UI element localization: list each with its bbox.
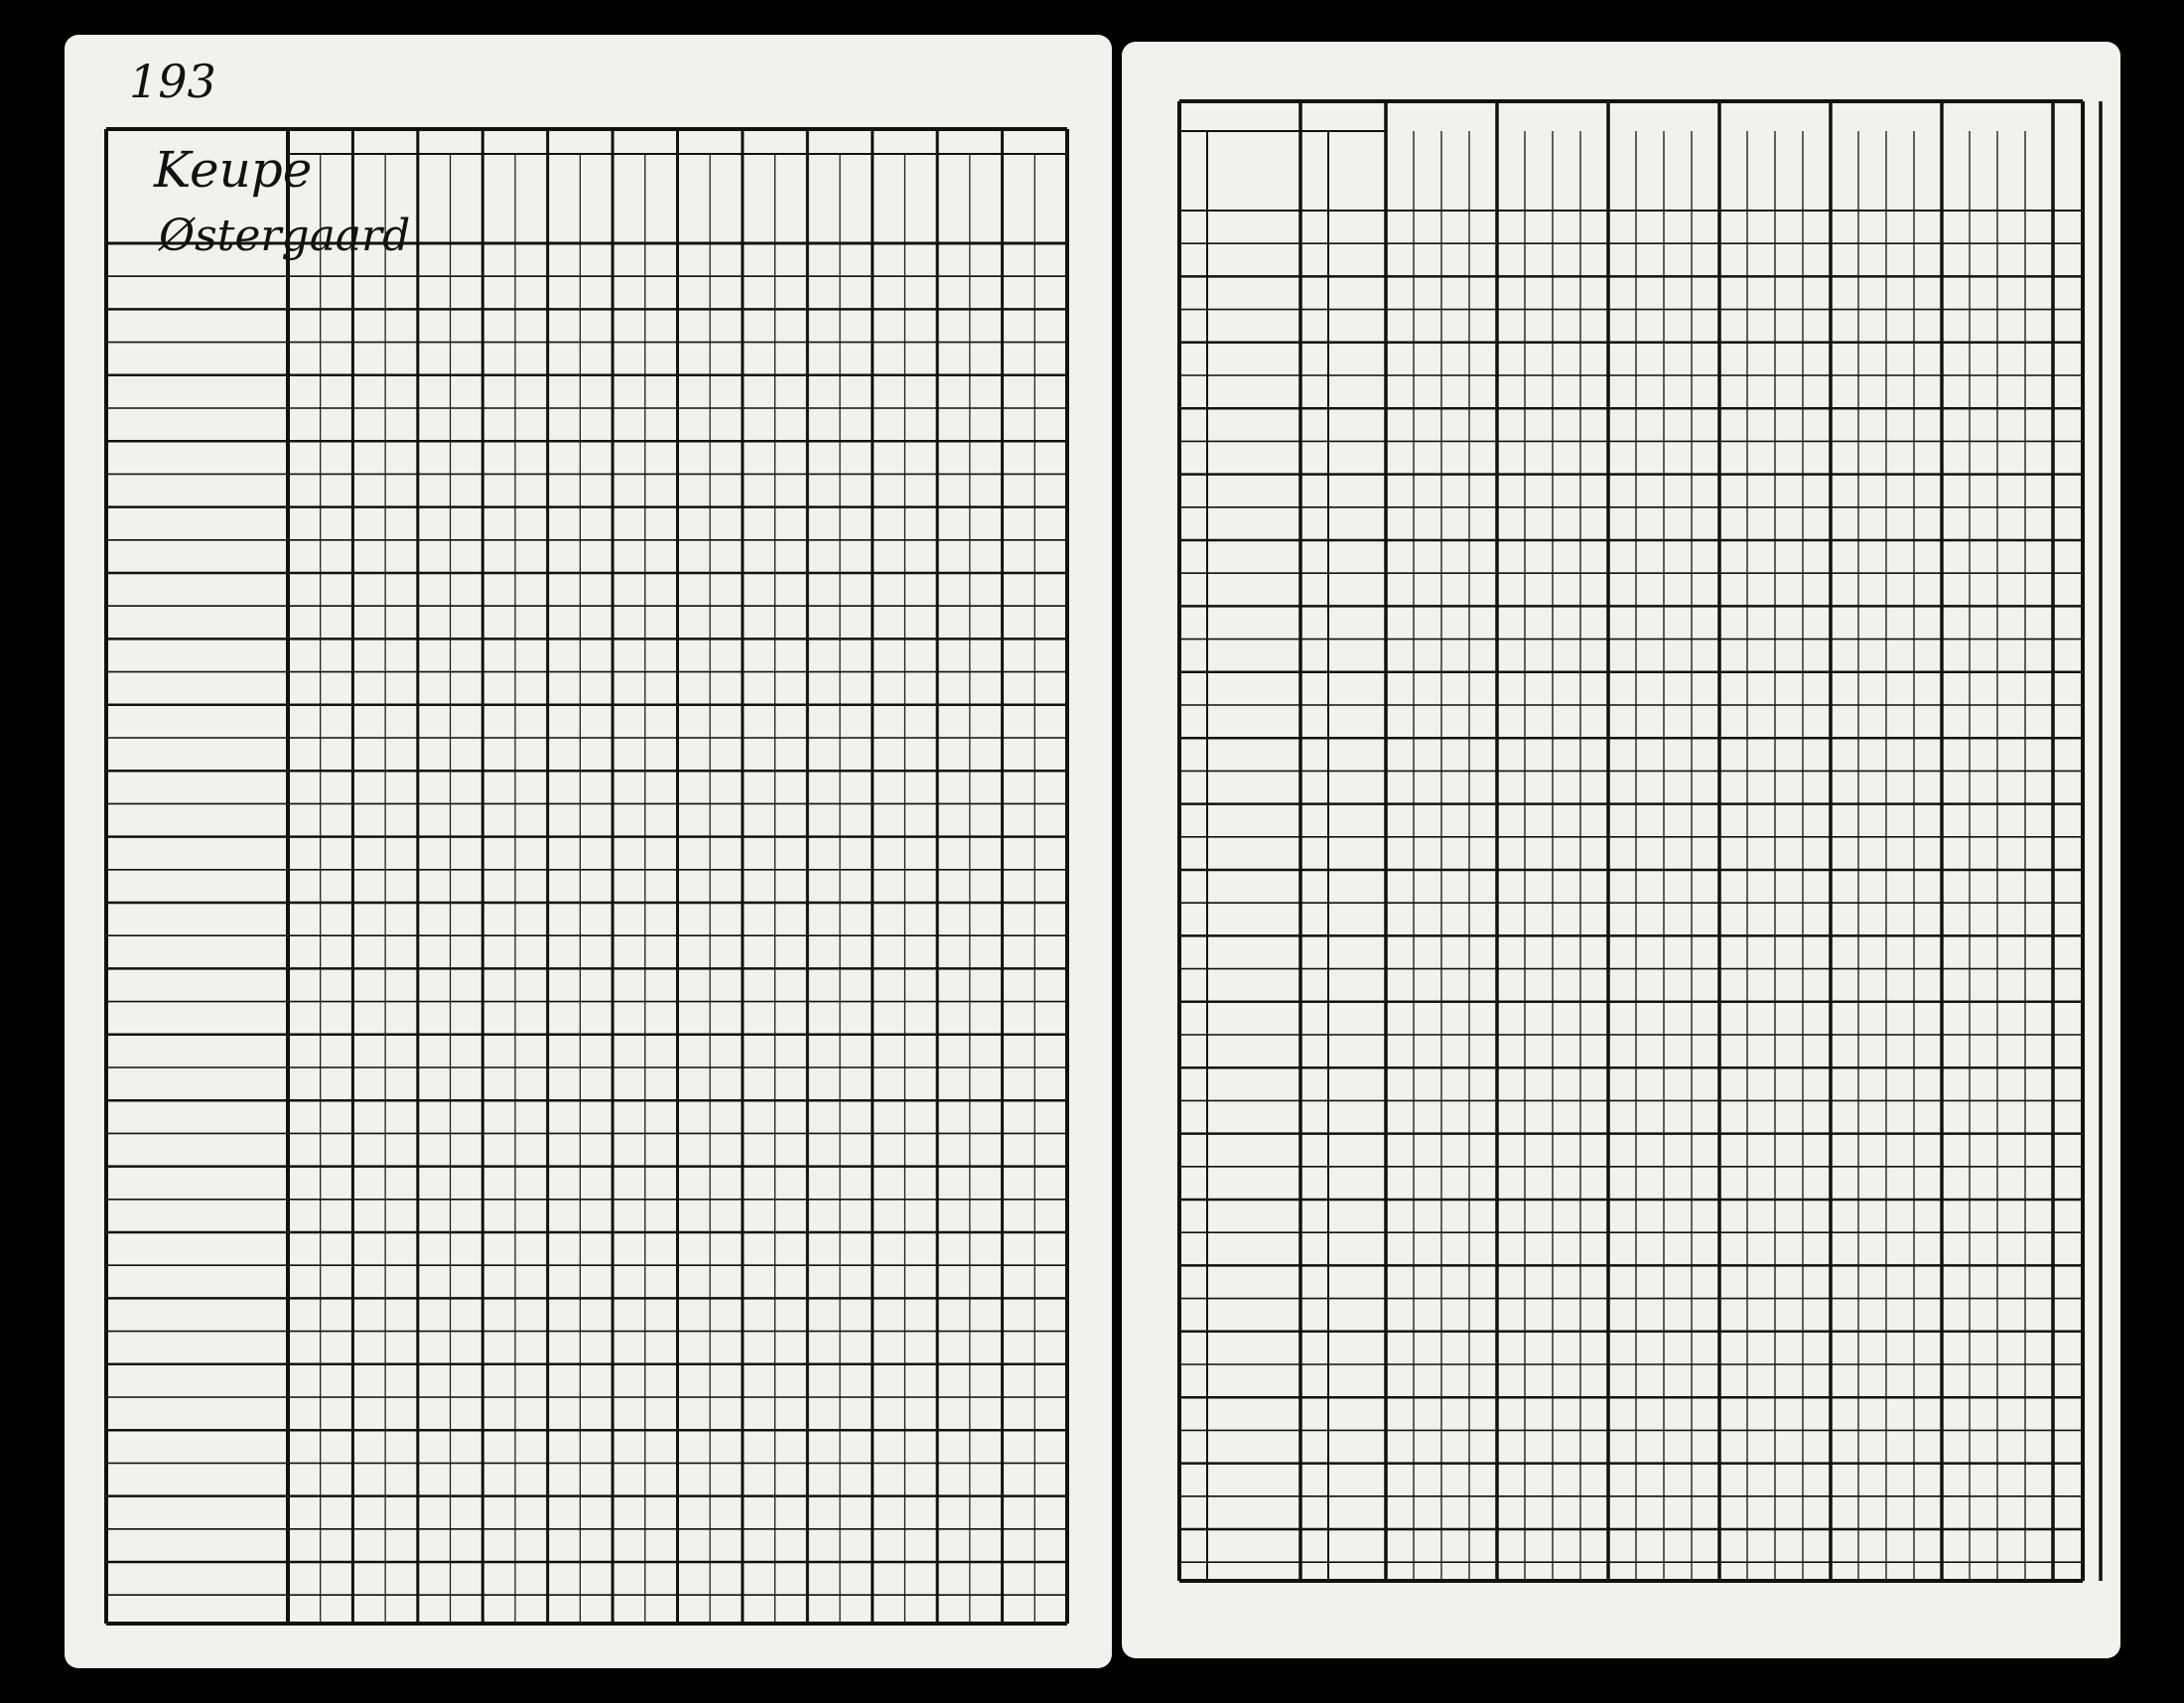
catechism-mark	[1011, 416, 1063, 440]
person-name	[112, 581, 284, 605]
catechism-mark	[686, 515, 739, 539]
catechism-mark	[881, 449, 933, 473]
catechism-mark	[556, 351, 609, 374]
catechism-mark	[815, 251, 868, 275]
obiit-day	[1302, 527, 1328, 549]
person-name	[112, 646, 284, 670]
catechism-mark	[945, 449, 998, 473]
catechism-mark	[751, 416, 803, 440]
catechism-mark	[881, 581, 933, 605]
catechism-mark	[751, 482, 803, 505]
obiit-year	[1332, 296, 1388, 318]
natus-day	[1181, 230, 1207, 252]
natus-year	[1211, 395, 1300, 417]
catechism-mark	[945, 680, 998, 704]
obiit-day	[1302, 263, 1328, 285]
catechism-mark	[620, 581, 673, 605]
column-header-sub	[422, 158, 478, 239]
catechism-mark	[815, 482, 868, 505]
catechism-mark	[751, 251, 803, 275]
catechism-mark	[1011, 449, 1063, 473]
catechism-mark	[556, 646, 609, 670]
natus-year	[1211, 560, 1300, 582]
catechism-mark	[556, 515, 609, 539]
catechism-mark	[945, 548, 998, 572]
catechism-mark	[686, 416, 739, 440]
catechism-mark	[620, 416, 673, 440]
catechism-mark	[296, 548, 348, 572]
obiit-day	[1302, 296, 1328, 318]
catechism-mark	[815, 416, 868, 440]
catechism-mark	[426, 646, 478, 670]
left-page-number: 193	[129, 55, 216, 108]
natus-day	[1181, 659, 1207, 681]
natus-day	[1181, 495, 1207, 516]
obiit-year	[1332, 230, 1388, 252]
column-header-sub	[486, 158, 543, 239]
obiit-year	[1332, 461, 1388, 483]
obiit-day	[1302, 395, 1328, 417]
catechism-mark	[945, 646, 998, 670]
natus-day	[1181, 296, 1207, 318]
catechism-mark	[556, 317, 609, 341]
catechism-mark	[945, 581, 998, 605]
catechism-mark	[360, 614, 413, 638]
catechism-mark	[296, 614, 348, 638]
person-name	[112, 614, 284, 638]
catechism-mark	[815, 515, 868, 539]
catechism-mark	[296, 383, 348, 407]
catechism-mark	[881, 515, 933, 539]
catechism-mark	[881, 251, 933, 275]
catechism-mark	[490, 581, 543, 605]
obiit-year	[1332, 395, 1388, 417]
catechism-mark	[360, 416, 413, 440]
catechism-mark	[686, 449, 739, 473]
column-header-sub	[747, 158, 803, 239]
catechism-mark	[815, 284, 868, 308]
catechism-mark	[686, 284, 739, 308]
catechism-mark	[296, 351, 348, 374]
person-name	[112, 416, 284, 440]
catechism-mark	[490, 482, 543, 505]
obiit-year	[1332, 560, 1388, 582]
obiit-day	[1302, 461, 1328, 483]
catechism-mark	[490, 251, 543, 275]
person-name	[112, 449, 284, 473]
left-ruled-grid	[65, 35, 1112, 1668]
catechism-mark	[620, 251, 673, 275]
catechism-mark	[490, 548, 543, 572]
natus-year	[1211, 230, 1300, 252]
catechism-mark	[490, 317, 543, 341]
catechism-mark	[1011, 251, 1063, 275]
natus-day	[1181, 362, 1207, 384]
catechism-mark	[360, 680, 413, 704]
catechism-mark	[360, 317, 413, 341]
catechism-mark	[751, 515, 803, 539]
natus-year	[1211, 330, 1300, 352]
catechism-mark	[556, 548, 609, 572]
natus-year	[1211, 527, 1300, 549]
catechism-mark	[556, 614, 609, 638]
catechism-mark	[296, 680, 348, 704]
natus-year	[1211, 428, 1300, 450]
catechism-mark	[296, 284, 348, 308]
obiit-day	[1302, 626, 1328, 647]
farm-title: Keupe	[154, 141, 313, 199]
catechism-mark	[360, 351, 413, 374]
catechism-mark	[751, 581, 803, 605]
catechism-mark	[296, 251, 348, 275]
catechism-mark	[490, 449, 543, 473]
catechism-mark	[945, 614, 998, 638]
catechism-mark	[881, 482, 933, 505]
catechism-mark	[881, 284, 933, 308]
catechism-mark	[686, 646, 739, 670]
obiit-day	[1302, 230, 1328, 252]
catechism-mark	[751, 351, 803, 374]
catechism-mark	[426, 351, 478, 374]
catechism-mark	[751, 548, 803, 572]
catechism-mark	[296, 317, 348, 341]
column-header-sub	[356, 158, 413, 239]
obiit-year	[1332, 362, 1388, 384]
catechism-mark	[1011, 680, 1063, 704]
obiit-year	[1332, 659, 1388, 681]
natus-year	[1211, 659, 1300, 681]
farm-subtitle: Østergaard	[159, 211, 411, 261]
person-name	[112, 482, 284, 505]
catechism-mark	[490, 646, 543, 670]
catechism-mark	[686, 680, 739, 704]
catechism-mark	[1011, 383, 1063, 407]
catechism-mark	[881, 614, 933, 638]
catechism-mark	[945, 251, 998, 275]
column-header-sub	[1007, 158, 1063, 239]
natus-year	[1211, 263, 1300, 285]
obiit-year	[1332, 626, 1388, 647]
person-name	[112, 548, 284, 572]
catechism-mark	[1011, 548, 1063, 572]
catechism-mark	[426, 581, 478, 605]
catechism-mark	[296, 515, 348, 539]
catechism-mark	[360, 284, 413, 308]
natus-day	[1181, 395, 1207, 417]
catechism-mark	[620, 548, 673, 572]
catechism-mark	[556, 449, 609, 473]
person-name	[112, 251, 284, 275]
catechism-mark	[815, 351, 868, 374]
catechism-mark	[945, 351, 998, 374]
catechism-mark	[751, 317, 803, 341]
catechism-mark	[426, 284, 478, 308]
catechism-mark	[426, 515, 478, 539]
catechism-mark	[360, 449, 413, 473]
catechism-mark	[881, 383, 933, 407]
catechism-mark	[686, 614, 739, 638]
catechism-mark	[556, 416, 609, 440]
catechism-mark	[620, 449, 673, 473]
catechism-mark	[686, 581, 739, 605]
catechism-mark	[556, 284, 609, 308]
catechism-mark	[1011, 614, 1063, 638]
natus-year	[1211, 296, 1300, 318]
natus-year	[1211, 461, 1300, 483]
catechism-mark	[620, 383, 673, 407]
obiit-day	[1302, 659, 1328, 681]
catechism-mark	[426, 449, 478, 473]
natus-year	[1211, 362, 1300, 384]
person-name	[112, 383, 284, 407]
catechism-mark	[620, 482, 673, 505]
catechism-mark	[360, 383, 413, 407]
catechism-mark	[556, 581, 609, 605]
catechism-mark	[1011, 646, 1063, 670]
catechism-mark	[1011, 581, 1063, 605]
catechism-mark	[556, 251, 609, 275]
catechism-mark	[296, 581, 348, 605]
column-header-sub	[616, 158, 673, 239]
column-header-sub	[292, 158, 348, 239]
catechism-mark	[815, 449, 868, 473]
catechism-mark	[426, 383, 478, 407]
catechism-mark	[360, 581, 413, 605]
catechism-mark	[815, 548, 868, 572]
catechism-mark	[556, 482, 609, 505]
catechism-mark	[296, 416, 348, 440]
obiit-day	[1302, 560, 1328, 582]
column-header-sub	[682, 158, 739, 239]
catechism-mark	[881, 317, 933, 341]
natus-day	[1181, 263, 1207, 285]
obiit-year	[1332, 593, 1388, 615]
catechism-mark	[426, 482, 478, 505]
catechism-mark	[881, 646, 933, 670]
catechism-mark	[620, 351, 673, 374]
catechism-mark	[815, 646, 868, 670]
obiit-day	[1302, 330, 1328, 352]
catechism-mark	[881, 416, 933, 440]
catechism-mark	[426, 317, 478, 341]
catechism-mark	[296, 646, 348, 670]
catechism-mark	[620, 646, 673, 670]
catechism-mark	[490, 515, 543, 539]
catechism-mark	[426, 680, 478, 704]
catechism-mark	[490, 614, 543, 638]
catechism-mark	[815, 614, 868, 638]
catechism-mark	[1011, 515, 1063, 539]
catechism-mark	[296, 449, 348, 473]
catechism-mark	[881, 680, 933, 704]
catechism-mark	[296, 482, 348, 505]
catechism-mark	[426, 614, 478, 638]
catechism-mark	[751, 284, 803, 308]
catechism-mark	[751, 680, 803, 704]
catechism-mark	[1011, 317, 1063, 341]
obiit-year	[1332, 495, 1388, 516]
catechism-mark	[620, 614, 673, 638]
catechism-mark	[360, 251, 413, 275]
obiit-year	[1332, 428, 1388, 450]
catechism-mark	[815, 383, 868, 407]
natus-day	[1181, 593, 1207, 615]
column-header-sub	[877, 158, 933, 239]
catechism-mark	[556, 383, 609, 407]
obiit-day	[1302, 362, 1328, 384]
catechism-mark	[360, 548, 413, 572]
catechism-mark	[686, 482, 739, 505]
catechism-mark	[686, 251, 739, 275]
catechism-mark	[945, 482, 998, 505]
catechism-mark	[556, 680, 609, 704]
catechism-mark	[426, 416, 478, 440]
obiit-day	[1302, 593, 1328, 615]
person-name	[112, 515, 284, 539]
catechism-mark	[620, 680, 673, 704]
person-name	[112, 351, 284, 374]
catechism-mark	[815, 581, 868, 605]
catechism-mark	[945, 416, 998, 440]
catechism-mark	[1011, 351, 1063, 374]
catechism-mark	[1011, 284, 1063, 308]
catechism-mark	[490, 680, 543, 704]
catechism-mark	[945, 383, 998, 407]
catechism-mark	[815, 317, 868, 341]
catechism-mark	[881, 548, 933, 572]
column-header-sub	[552, 158, 609, 239]
left-page	[65, 35, 1112, 1668]
catechism-mark	[360, 515, 413, 539]
catechism-mark	[490, 383, 543, 407]
obiit-year	[1332, 263, 1388, 285]
catechism-mark	[490, 351, 543, 374]
catechism-mark	[751, 383, 803, 407]
natus-day	[1181, 626, 1207, 647]
catechism-mark	[881, 351, 933, 374]
catechism-mark	[1011, 482, 1063, 505]
catechism-mark	[751, 614, 803, 638]
obiit-day	[1302, 495, 1328, 516]
right-page	[1122, 42, 2120, 1658]
catechism-mark	[945, 317, 998, 341]
catechism-mark	[360, 646, 413, 670]
catechism-mark	[686, 317, 739, 341]
catechism-mark	[426, 548, 478, 572]
person-name	[112, 680, 284, 704]
natus-year	[1211, 495, 1300, 516]
catechism-mark	[686, 351, 739, 374]
catechism-mark	[620, 284, 673, 308]
catechism-mark	[490, 284, 543, 308]
catechism-mark	[945, 515, 998, 539]
natus-year	[1211, 593, 1300, 615]
natus-day	[1181, 428, 1207, 450]
catechism-mark	[686, 383, 739, 407]
catechism-mark	[360, 482, 413, 505]
catechism-mark	[751, 449, 803, 473]
catechism-mark	[686, 548, 739, 572]
natus-day	[1181, 560, 1207, 582]
natus-day	[1181, 527, 1207, 549]
catechism-mark	[426, 251, 478, 275]
obiit-year	[1332, 330, 1388, 352]
natus-day	[1181, 330, 1207, 352]
person-name	[112, 317, 284, 341]
catechism-mark	[620, 515, 673, 539]
catechism-mark	[815, 680, 868, 704]
column-header-sub	[811, 158, 868, 239]
obiit-day	[1302, 428, 1328, 450]
natus-year	[1211, 626, 1300, 647]
obiit-year	[1332, 527, 1388, 549]
catechism-mark	[620, 317, 673, 341]
catechism-mark	[751, 646, 803, 670]
catechism-mark	[490, 416, 543, 440]
column-header-sub	[941, 158, 998, 239]
person-name	[112, 284, 284, 308]
natus-day	[1181, 461, 1207, 483]
catechism-mark	[945, 284, 998, 308]
